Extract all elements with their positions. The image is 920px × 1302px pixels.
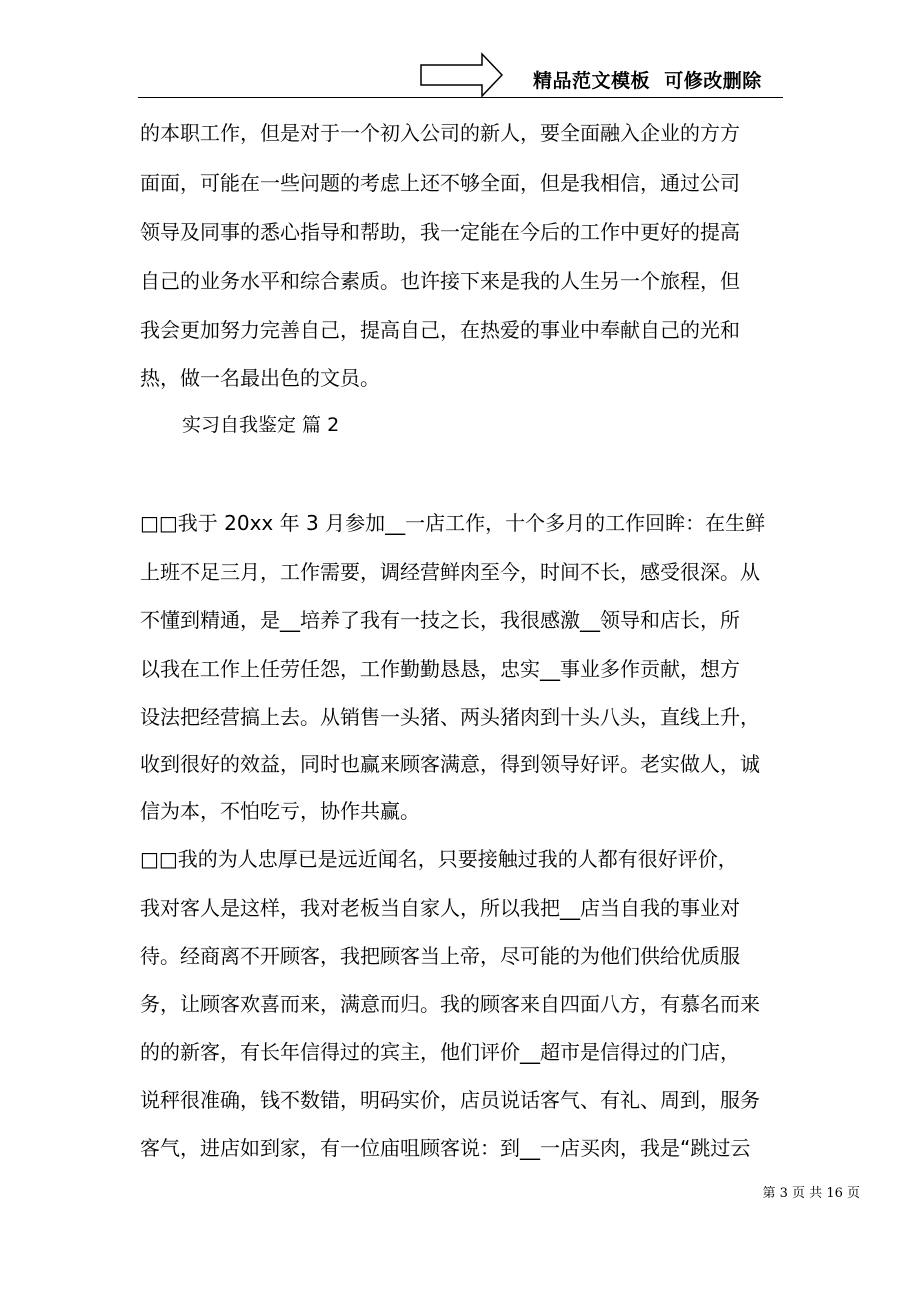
text-line: 我会更加努力完善自己，提高自己，在热爱的事业中奉献自己的光和 <box>140 318 740 342</box>
page-header <box>0 0 920 100</box>
page-number: 第 3 页 共 16 页 <box>762 1186 860 1201</box>
text-line: 热，做一名最出色的文员。 <box>140 366 380 390</box>
text-line: 领导及同事的悉心指导和帮助，我一定能在今后的工作中更好的提高 <box>140 220 740 244</box>
header-divider <box>138 97 783 98</box>
text-line: 设法把经营搞上去。从销售一头猪、两头猪肉到十头八头，直线上升， <box>140 705 760 729</box>
text-line: 不懂到精通，是__培养了我有一技之长，我很感激__领导和店长，所 <box>140 608 740 632</box>
text-line: 待。经商离不开顾客，我把顾客当上帝，尽可能的为他们供给优质服 <box>140 944 740 968</box>
text-line: 以我在工作上任劳任怨，工作勤勤恳恳，忠实__事业多作贡献，想方 <box>140 657 740 681</box>
text-line: 的的新客，有长年信得过的宾主，他们评价__超市是信得过的门店， <box>140 1040 740 1064</box>
text-line: □□我于 20xx 年 3 月参加__一店工作，十个多月的工作回眸：在生鲜 <box>140 511 766 535</box>
section-heading: 实习自我鉴定 篇 2 <box>182 414 340 436</box>
text-line: 的本职工作，但是对于一个初入公司的新人，要全面融入企业的方方 <box>140 121 740 145</box>
text-line: 信为本，不怕吃亏，协作共赢。 <box>140 799 420 823</box>
text-line: 说秤很准确，钱不数错，明码实价，店员说话客气、有礼、周到，服务 <box>140 1088 760 1112</box>
text-line: 自己的业务水平和综合素质。也许接下来是我的人生另一个旅程，但 <box>140 269 740 293</box>
text-line: 上班不足三月，工作需要，调经营鲜肉至今，时间不长，感受很深。从 <box>140 560 760 584</box>
text-line: 客气，进店如到家，有一位庙咀顾客说：到__一店买肉，我是“跳过云 <box>140 1136 751 1160</box>
text-line: 我对客人是这样，我对老板当自家人，所以我把__店当自我的事业对 <box>140 896 740 920</box>
text-line: □□我的为人忠厚已是远近闻名，只要接触过我的人都有很好评价， <box>140 847 738 871</box>
text-line: 收到很好的效益，同时也赢来顾客满意，得到领导好评。老实做人，诚 <box>140 752 760 776</box>
text-line: 务，让顾客欢喜而来，满意而归。我的顾客来自四面八方，有慕名而来 <box>140 992 760 1016</box>
text-line: 面面，可能在一些问题的考虑上还不够全面，但是我相信，通过公司 <box>140 171 740 195</box>
header-title: 精品范文模板 可修改删除 <box>533 70 762 92</box>
arrow-right-icon <box>420 52 504 98</box>
